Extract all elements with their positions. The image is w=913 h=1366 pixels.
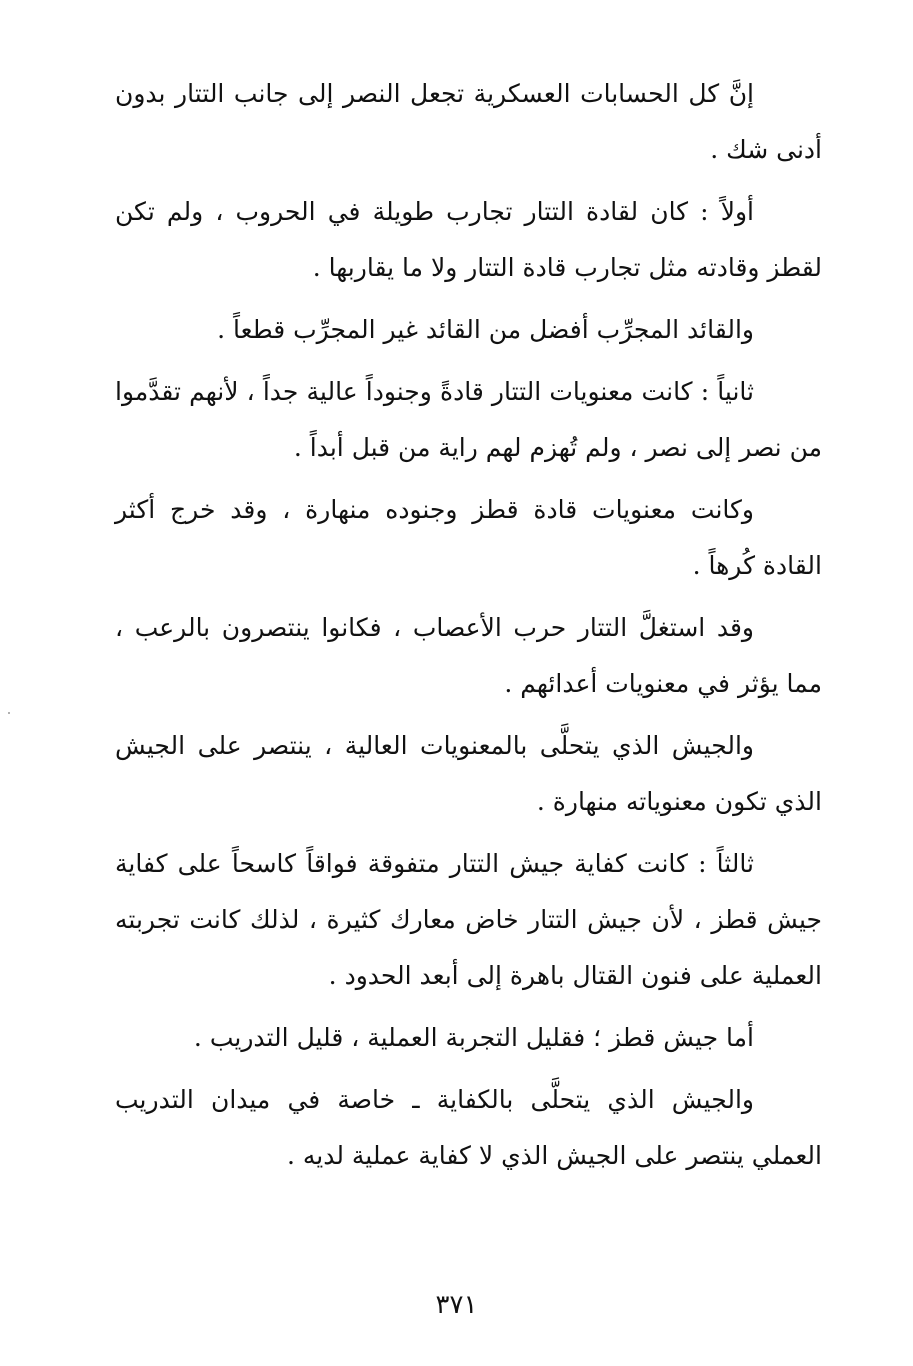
paragraph-2: أولاً : كان لقادة التتار تجارب طويلة في الحروب ، ولم تكن لقطز وقادته مثل تجارب قادة التتار ولا ما يقاربها . — [115, 197, 822, 282]
paragraph-7: والجيش الذي يتحلَّى بالمعنويات العالية ، ينتصر على الجيش الذي تكون معنوياته منهارة . — [115, 731, 822, 816]
paragraph-5: وكانت معنويات قادة قطز وجنوده منهارة ، وقد خرج أكثر القادة كُرهاً . — [115, 495, 822, 580]
paragraph-4: ثانياً : كانت معنويات التتار قادةً وجنوداً عالية جداً ، لأنهم تقدَّموا من نصر إلى نصر ، ولم تُهزم لهم راية من قبل أبداً . — [115, 377, 822, 462]
paragraph-9: أما جيش قطز ؛ فقليل التجربة العملية ، قليل التدريب . — [193, 1023, 754, 1052]
scan-speck — [8, 712, 10, 714]
paragraph-1: إنَّ كل الحسابات العسكرية تجعل النصر إلى جانب التتار بدون أدنى شك . — [115, 79, 822, 164]
paragraph-6: وقد استغلَّ التتار حرب الأعصاب ، فكانوا ينتصرون بالرعب ، مما يؤثر في معنويات أعدائهم . — [115, 613, 822, 698]
page-number: ٣٧١ — [435, 1290, 478, 1320]
paragraph-10: والجيش الذي يتحلَّى بالكفاية ـ خاصة في ميدان التدريب العملي ينتصر على الجيش الذي لا كفاية عملية لديه . — [115, 1085, 822, 1170]
body-text — [115, 66, 822, 1190]
paragraph-8: ثالثاً : كانت كفاية جيش التتار متفوقة فواقاً كاسحاً على كفاية جيش قطز ، لأن جيش التتار خاض معارك كثيرة ، لذلك كانت تجربته العملية على فنون القتال باهرة إلى أبعد الحدود . — [115, 849, 822, 990]
paragraph-3: والقائد المجرِّب أفضل من القائد غير المجرِّب قطعاً . — [217, 315, 754, 344]
